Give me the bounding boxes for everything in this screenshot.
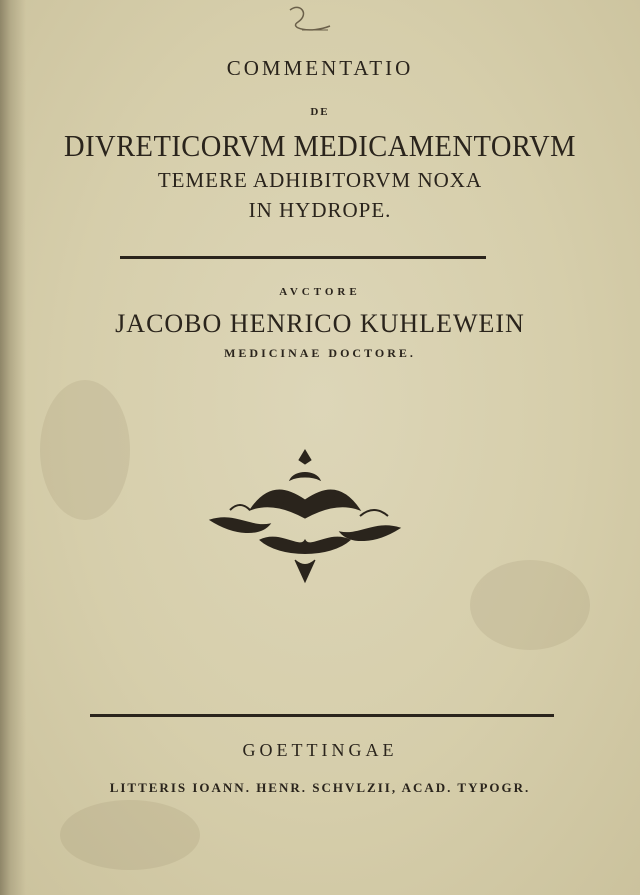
title-line-commentatio: COMMENTATIO (226, 56, 414, 80)
ink-mark-decoration (280, 0, 350, 46)
imprint-place: GOETTINGAE (242, 740, 398, 760)
divider-rule (90, 714, 554, 717)
printer-ornament-vignette (190, 440, 420, 590)
title-line-de: DE (310, 106, 330, 118)
imprint-printer: LITTERIS IOANN. HENR. SCHVLZII, ACAD. TYPOGR. (109, 780, 531, 795)
divider-rule (120, 256, 486, 259)
title-line-main: DIVRETICORVM MEDICAMENTORVM (64, 128, 576, 163)
paper-stain (470, 560, 590, 650)
paper-stain (60, 800, 200, 870)
author-title: MEDICINAE DOCTORE. (224, 346, 416, 360)
author-prefix: AVCTORE (279, 286, 361, 298)
title-line-hydrope: IN HYDROPE. (248, 198, 392, 222)
author-name: JACOBO HENRICO KUHLEWEIN (115, 309, 525, 338)
title-line-temere: TEMERE ADHIBITORVM NOXA (157, 168, 483, 192)
paper-stain (40, 380, 130, 520)
